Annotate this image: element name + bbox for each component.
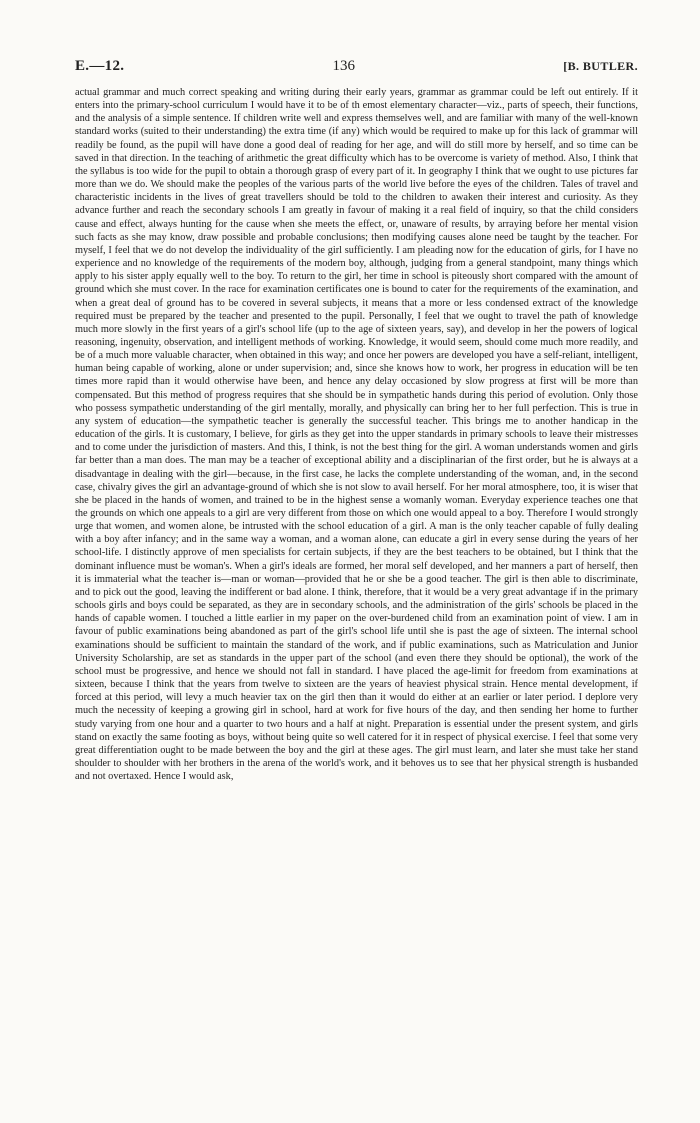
page-number: 136 (332, 58, 356, 74)
page-header (75, 58, 638, 80)
document-page (75, 58, 638, 783)
body-text (75, 86, 638, 783)
document-reference: E.—12. (75, 58, 125, 74)
body-paragraph: actual grammar and much correct speaking and writing during their early years, grammar as grammar could be left out entirely. If it enters into the primary-school curriculum I would have it to be of th emost elementary character—viz., parts of speech, their functions, and the analysis of a simple sentence. If children write well and express themselves well, and are familiar with many of the well-known standard works (suited to their understanding) the extra time (if any) which would be required to make up for this lack of grammar will readily be found, as the pupil will have done a good deal of reading for her age, and will do still more by herself, and so time can be saved in that direction. In the teaching of arithmetic the great difficulty which has to be overcome is variety of method. Also, I think that the syllabus is too wide for the pupil to obtain a thorough grasp of every part of it. In geography I think that we ought to use pictures far more than we do. We should make the peoples of the various parts of the world live before the eyes of the children. Tales of travel and characteristic incidents in the lives of great travellers should be told to the children to awaken their interest and curiosity. As they advance further and reach the secondary schools I am greatly in favour of making it a real field of inquiry, so that the child considers cause and effect, always hunting for the cause when she meets the effect, or, unaware of results, by arraying before her mental vision such facts as she may know, draw possible and probable conclusions; then modifying causes alone need be taught by the teacher. For myself, I feel that we do not develop the individuality of the girl sufficiently. I am pleading now for the education of girls, for I have no experience and no knowledge of the requirements of the modern boy, although, judging from a general standpoint, many things which apply to his sister apply equally well to the boy. To return to the girl, her time in school is piteously short compared with the amount of ground which she must cover. In the race for examination certificates one is bound to cater for the requirements of the examination, and when a great deal of ground has to be covered in several subjects, it means that a more or less condensed extract of the knowledge required must be prepared by the teacher and presented to the pupil. Personally, I feel that we ought to travel the path of knowledge much more slowly in the first years of a girl's school life (up to the age of sixteen years, say), and develop in her the powers of logical reasoning, ingenuity, observation, and intelligent methods of working. Knowledge, it would seem, should come much more readily, and be of a much more valuable character, when obtained in this way; and once her powers are developed you have a self-reliant, intelligent, human being capable of working, alone or under supervision; and, since she knows how to work, her progress in education will be ten times more rapid than it would otherwise have been, and hence any delay occasioned by slow progress at first will be more than compensated. But this method of progress requires that she should be in sympathetic hands during this period of evolution. Only those who possess sympathetic understanding of the girl mentally, morally, and physically can bring her to her full perfection. This is true in any system of education—the sympathetic teacher is generally the successful teacher. This brings me to another handicap in the education of the girls. It is customary, I believe, for girls as they get into the upper standards in primary schools to leave their mistresses and to come under the jurisdiction of masters. And this, I think, is not the best thing for the girl. A woman understands women and girls far better than a man does. The man may be a teacher of exceptional ability and a disciplinarian of the first order, but he is always at a disadvantage in dealing with the girl—because, in the first case, he lacks the complete understanding of the woman, and, in the second case, chivalry gives the girl an advantage-ground of which she is not slow to avail herself. For her moral atmosphere, too, it is wiser that she be placed in the hands of women, and trained to be in the highest sense a womanly woman. Everyday experience teaches one that the grounds on which one appeals to a girl are very different from those on which one would appeal to a boy. Therefore I would strongly urge that women, and women alone, be intrusted with the school education of a girl. A man is the only teacher capable of fully dealing with a boy after infancy; and in the same way a woman, and a woman alone, can educate a girl in every sense during the years of her school-life. I distinctly approve of men specialists for certain subjects, if they are the best teachers to be obtained, but I think that the dominant influence must be woman's. When a girl's ideals are formed, her moral self developed, and her manners a part of herself, then it is immaterial what the teacher is—man or woman—provided that he or she be a good teacher. The girl is then able to discriminate, and to pick out the good, leaving the indifferent or bad alone. I think, therefore, that it would be a very great advantage if in the primary schools girls and boys could be separated, as they are in secondary schools, and the administration of the girls' schools be placed in the hands of capable women. I touched a little earlier in my paper on the over-burdened child from an examination point of view. I am in favour of public examinations being abandoned as part of the girl's school life until she is past the age of sixteen. The internal school examinations should be sufficient to maintain the standard of the work, and if public examinations, such as Matriculation and Junior University Scholarship, are set as standards in the upper part of the school (and even there they should be optional), the work of the school must be progressive, and hence we should not fall in standard. I have placed the age-limit for freedom from examinations at sixteen, because I think that the years from twelve to sixteen are the years of heaviest physical strain. Hence mental development, if forced at this period, will levy a much heavier tax on the girl then than it would do either at an earlier or later period. I deplore very much the necessity of keeping a growing girl in school, hard at work for five hours of the day, and then sending her home to further study varying from one hour and a quarter to two hours and a half at night. Preparation is essential under the present system, and girls stand on exactly the same footing as boys, without being quite so well catered for it in respect of physical exercise. I feel that some very great differentiation ought to be made between the boy and the girl at these ages. The girl must learn, and later she must take her stand shoulder to shoulder with her brothers in the arena of the world's work, and it behoves us to see that her physical strength is husbanded and not overtaxed. Hence I would ask, (75, 87, 638, 783)
author-reference: [B. BUTLER. (563, 59, 638, 73)
